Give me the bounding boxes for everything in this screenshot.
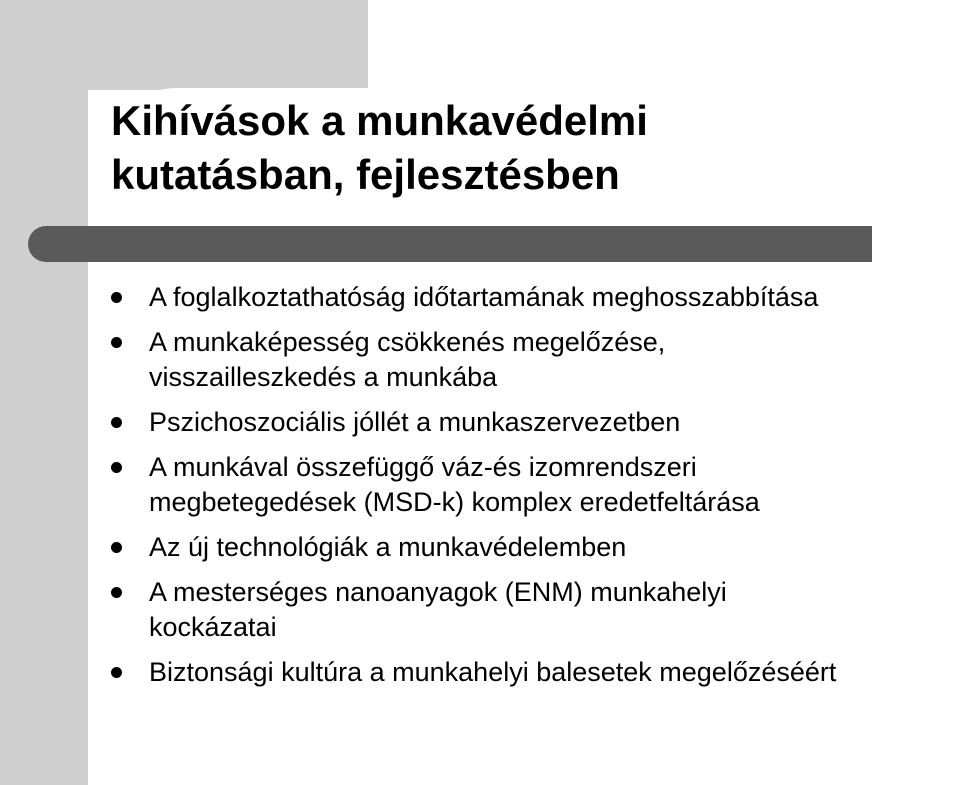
title-divider-bar: [28, 226, 872, 262]
bullet-dot-icon: [111, 587, 122, 598]
slide-title-line-1: Kihívások a munkavédelmi: [111, 97, 648, 144]
bullet-dot-icon: [111, 292, 122, 303]
top-decorative-block: [0, 0, 368, 90]
bullet-dot-icon: [111, 542, 122, 553]
bullet-item-nanomaterials: [108, 575, 960, 645]
bullet-dot-icon: [111, 667, 122, 678]
left-decorative-band: [0, 0, 88, 785]
bullet-text-line-2: kockázatai: [149, 612, 277, 642]
bullet-item-work-ability: [108, 325, 960, 395]
bullet-dot-icon: [111, 337, 122, 348]
bullet-list: [108, 280, 960, 700]
bullet-text-line-1: A mesterséges nanoanyagok (ENM) munkahelyi: [149, 577, 727, 607]
bullet-dot-icon: [111, 462, 122, 473]
bullet-item-new-technologies: [108, 530, 960, 565]
bullet-text-line-1: A munkaképesség csökkenés megelőzése,: [149, 327, 666, 357]
bullet-item-psychosocial: [108, 405, 960, 440]
bullet-text: Az új technológiák a munkavédelemben: [149, 532, 627, 562]
slide-title-line-2: kutatásban, fejlesztésben: [111, 151, 620, 198]
bullet-item-employability: [108, 280, 960, 315]
bullet-text-line-1: A munkával összefüggő váz-és izomrendszeri: [149, 452, 697, 482]
bullet-dot-icon: [111, 417, 122, 428]
bullet-text: Pszichoszociális jóllét a munkaszervezetben: [149, 407, 681, 437]
bullet-item-safety-culture: [108, 655, 960, 690]
bullet-text: Biztonsági kultúra a munkahelyi balesetek megelőzéséért: [149, 657, 837, 687]
bullet-text-line-2: visszailleszkedés a munkába: [149, 362, 498, 392]
bullet-text-line-2: megbetegedések (MSD-k) komplex eredetfeltárása: [149, 487, 760, 517]
slide-title: [111, 94, 911, 202]
bullet-text: A foglalkoztathatóság időtartamának meghosszabbítása: [149, 282, 819, 312]
bullet-item-msd: [108, 450, 960, 520]
